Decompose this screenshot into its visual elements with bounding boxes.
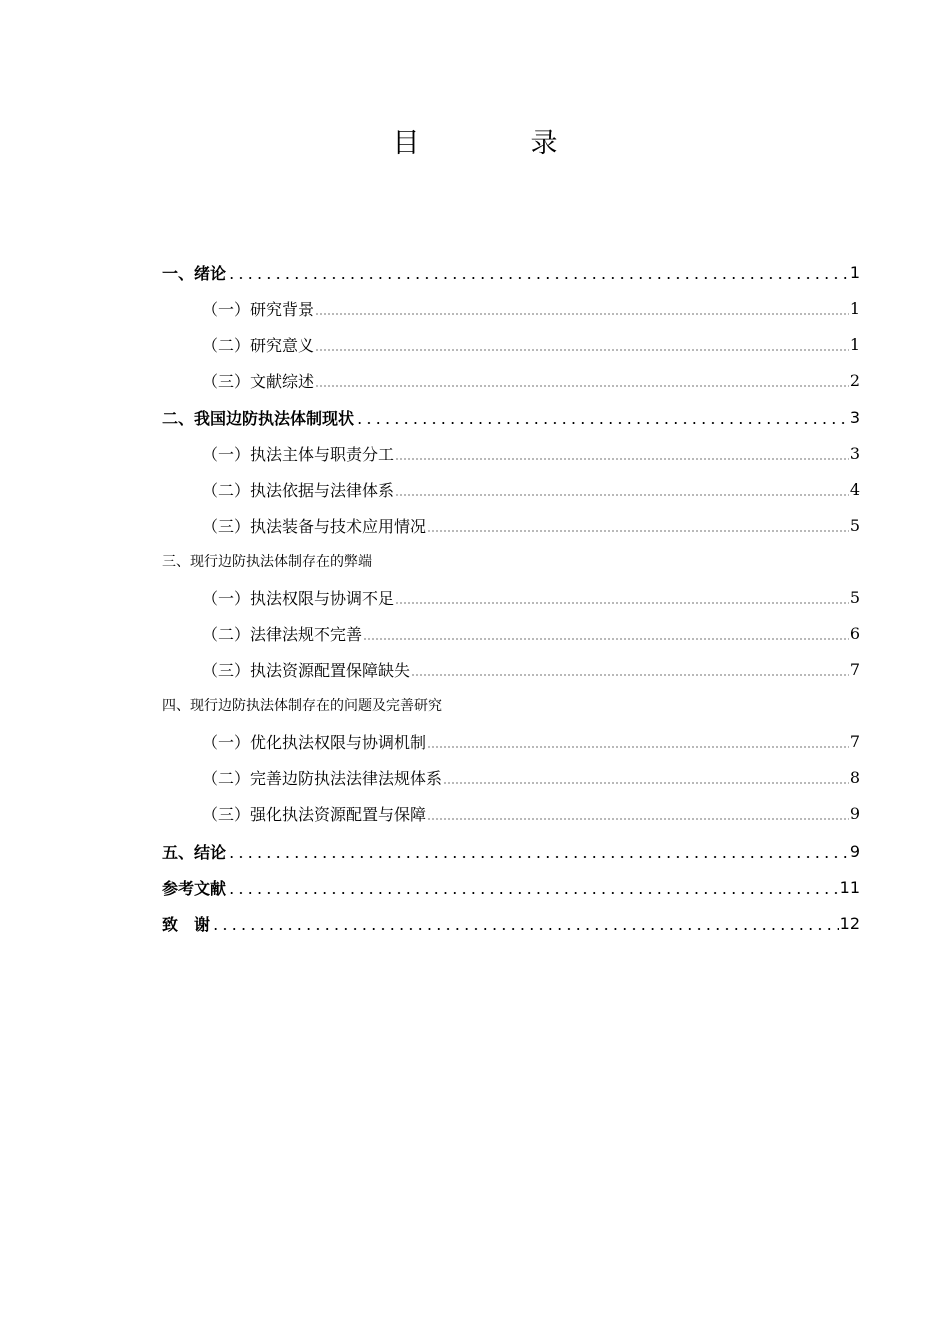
toc-page-number: 7 (849, 731, 860, 751)
dot-leader (443, 771, 849, 787)
toc-entry-conclusion[interactable] (162, 833, 860, 869)
dot-leader (427, 519, 849, 535)
toc-entry-label: （一）执法主体与职责分工 (202, 444, 395, 464)
dot-leader (211, 917, 839, 933)
toc-entry-strengthen-resources[interactable] (202, 795, 860, 831)
toc-page-number: 9 (849, 803, 860, 823)
dot-leader (395, 591, 849, 607)
toc-entry-resource-shortage[interactable] (202, 651, 860, 687)
toc-page-number: 5 (849, 587, 860, 607)
toc-entry-label: （二）执法依据与法律体系 (202, 480, 395, 500)
toc-page-number: 3 (849, 443, 860, 463)
toc-entry-label: 参考文献 (162, 878, 227, 898)
toc-page-number: 8 (849, 767, 860, 787)
toc-entry-optimize-coordination[interactable] (202, 723, 860, 759)
dot-leader (411, 663, 849, 679)
toc-entry-improve-laws[interactable] (202, 759, 860, 795)
toc-entry-references[interactable] (162, 869, 860, 905)
dot-leader (363, 627, 849, 643)
toc-entry-label: （三）文献综述 (202, 371, 315, 391)
toc-entry-label: （一）执法权限与协调不足 (202, 588, 395, 608)
toc-page-number: 4 (849, 479, 860, 499)
toc-page-number: 1 (849, 262, 860, 282)
toc-entry-legal-basis[interactable] (202, 471, 860, 507)
toc-entry-label: （三）执法资源配置保障缺失 (202, 660, 411, 680)
toc-heading-improvements[interactable] (162, 687, 860, 723)
toc-entry-acknowledgements[interactable] (162, 905, 860, 941)
toc-entry-introduction[interactable] (162, 254, 860, 290)
toc-entry-equipment-tech[interactable] (202, 507, 860, 543)
dot-leader (315, 338, 849, 354)
toc-page-number: 1 (849, 298, 860, 318)
toc-entry-label: （三）强化执法资源配置与保障 (202, 804, 427, 824)
toc-entry-label: 致 谢 (162, 914, 211, 934)
toc-entry-current-system[interactable] (162, 399, 860, 435)
dot-leader (315, 374, 849, 390)
dot-leader (227, 881, 839, 897)
dot-leader (395, 447, 849, 463)
toc-entry-label: 二、我国边防执法体制现状 (162, 408, 355, 428)
toc-page-number: 3 (849, 407, 860, 427)
toc-entry-literature-review[interactable] (202, 362, 860, 398)
toc-heading-drawbacks[interactable] (162, 543, 860, 579)
toc-entry-research-background[interactable] (202, 290, 860, 326)
dot-leader (427, 807, 849, 823)
toc-entry-label: （一）研究背景 (202, 299, 315, 319)
toc-entry-label: 三、现行边防执法体制存在的弊端 (162, 554, 372, 570)
toc-entry-label: 五、结论 (162, 842, 227, 862)
dot-leader (315, 302, 849, 318)
toc-entry-label: （三）执法装备与技术应用情况 (202, 516, 427, 536)
toc-page-number: 1 (849, 334, 860, 354)
toc-entry-label: （一）优化执法权限与协调机制 (202, 732, 427, 752)
toc-page-number: 12 (839, 913, 860, 933)
toc-page-number: 9 (849, 841, 860, 861)
toc-page-number: 5 (849, 515, 860, 535)
page-title: 目 录 (392, 128, 600, 159)
toc-entry-label: （二）完善边防执法法律法规体系 (202, 768, 443, 788)
toc-page-number: 7 (849, 659, 860, 679)
toc-entry-subjects-duties[interactable] (202, 435, 860, 471)
toc-entry-label: （二）法律法规不完善 (202, 624, 363, 644)
toc-page-number: 2 (849, 370, 860, 390)
toc-entry-authority-coordination[interactable] (202, 579, 860, 615)
toc-entry-label: （二）研究意义 (202, 335, 315, 355)
dot-leader (355, 411, 849, 427)
toc-entry-research-significance[interactable] (202, 326, 860, 362)
dot-leader (227, 845, 849, 861)
toc-entry-label: 四、现行边防执法体制存在的问题及完善研究 (162, 698, 442, 714)
toc-page-number: 11 (839, 877, 860, 897)
dot-leader (227, 266, 849, 282)
toc-entry-label: 一、绪论 (162, 263, 227, 283)
toc-page-number: 6 (849, 623, 860, 643)
dot-leader (427, 735, 849, 751)
dot-leader (395, 483, 849, 499)
toc-entry-laws-incomplete[interactable] (202, 615, 860, 651)
